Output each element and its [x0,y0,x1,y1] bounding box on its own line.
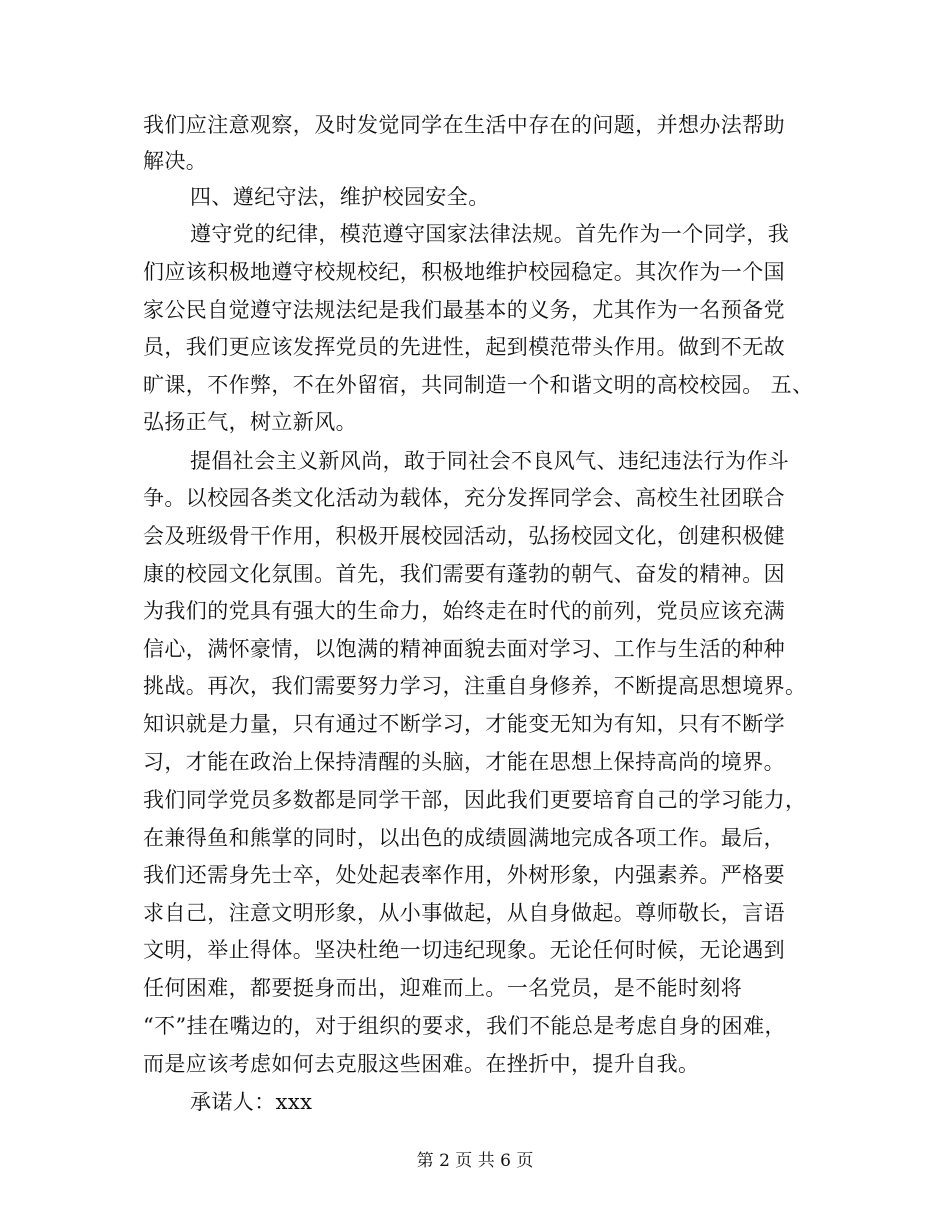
text-line: 任何困难，都要挺身而出，迎难而上。一名党员，是不能时刻将 [143,976,743,1000]
text-line: 争。以校园各类文化活动为载体，充分发挥同学会、高校生社团联合 [143,486,785,510]
text-line: 我们应注意观察，及时发觉同学在生活中存在的问题，并想办法帮助 [143,113,785,137]
text-line: 习，才能在政治上保持清醒的头脑，才能在思想上保持高尚的境界。 [143,750,785,774]
text-line: 旷课，不作弊，不在外留宿，共同制造一个和谐文明的高校校园。 五、 [143,373,814,397]
section-heading: 四、遵纪守法，维护校园安全。 [190,185,490,209]
text-line: 康的校园文化氛围。首先，我们需要有蓬勃的朝气、奋发的精神。因 [143,562,785,586]
text-line: 们应该积极地遵守校规校纪，积极地维护校园稳定。其次作为一个国 [143,260,785,284]
section-heading: 弘扬正气，树立新风。 [143,410,357,434]
text-line: 文明，举止得体。坚决杜绝一切违纪现象。无论任何时候，无论遇到 [143,938,785,962]
text-line: 知识就是力量，只有通过不断学习，才能变无知为有知，只有不断学 [143,712,785,736]
text-line: 我们同学党员多数都是同学干部，因此我们更要培育自己的学习能力， [143,788,807,812]
text-line: 在兼得鱼和熊掌的同时，以出色的成绩圆满地完成各项工作。最后， [143,826,785,850]
text-line: 为我们的党具有强大的生命力，始终走在时代的前列，党员应该充满 [143,599,785,623]
page-footer: 第 2 页 共 6 页 [416,1151,534,1171]
text-line: 而是应该考虑如何去克服这些困难。在挫折中，提升自我。 [143,1052,700,1076]
text-line: 我们还需身先士卒，处处起表率作用，外树形象，内强素养。严格要 [143,863,785,887]
text-line: 解决。 [143,149,208,173]
text-line: 挑战。再次，我们需要努力学习，注重自身修养，不断提高思想境界。 [143,674,807,698]
text-line: 员，我们更应该发挥党员的先进性，起到模范带头作用。做到不无故 [143,335,785,359]
text-line: 遵守党的纪律，模范遵守国家法律法规。首先作为一个同学，我 [190,222,790,246]
text-line: 家公民自觉遵守法规法纪是我们最基本的义务，尤其作为一名预备党 [143,298,785,322]
text-line: 信心，满怀豪情，以饱满的精神面貌去面对学习、工作与生活的种种 [143,637,785,661]
text-line: 会及班级骨干作用，积极开展校园活动，弘扬校园文化，创建积极健 [143,524,785,548]
signature-line: 承诺人：xxx [190,1090,313,1114]
text-line: 提倡社会主义新风尚，敢于同社会不良风气、违纪违法行为作斗 [190,449,790,473]
text-line: 求自己，注意文明形象，从小事做起，从自身做起。尊师敬长，言语 [143,901,785,925]
text-line: “不”挂在嘴边的，对于组织的要求，我们不能总是考虑自身的困难， [143,1014,786,1038]
